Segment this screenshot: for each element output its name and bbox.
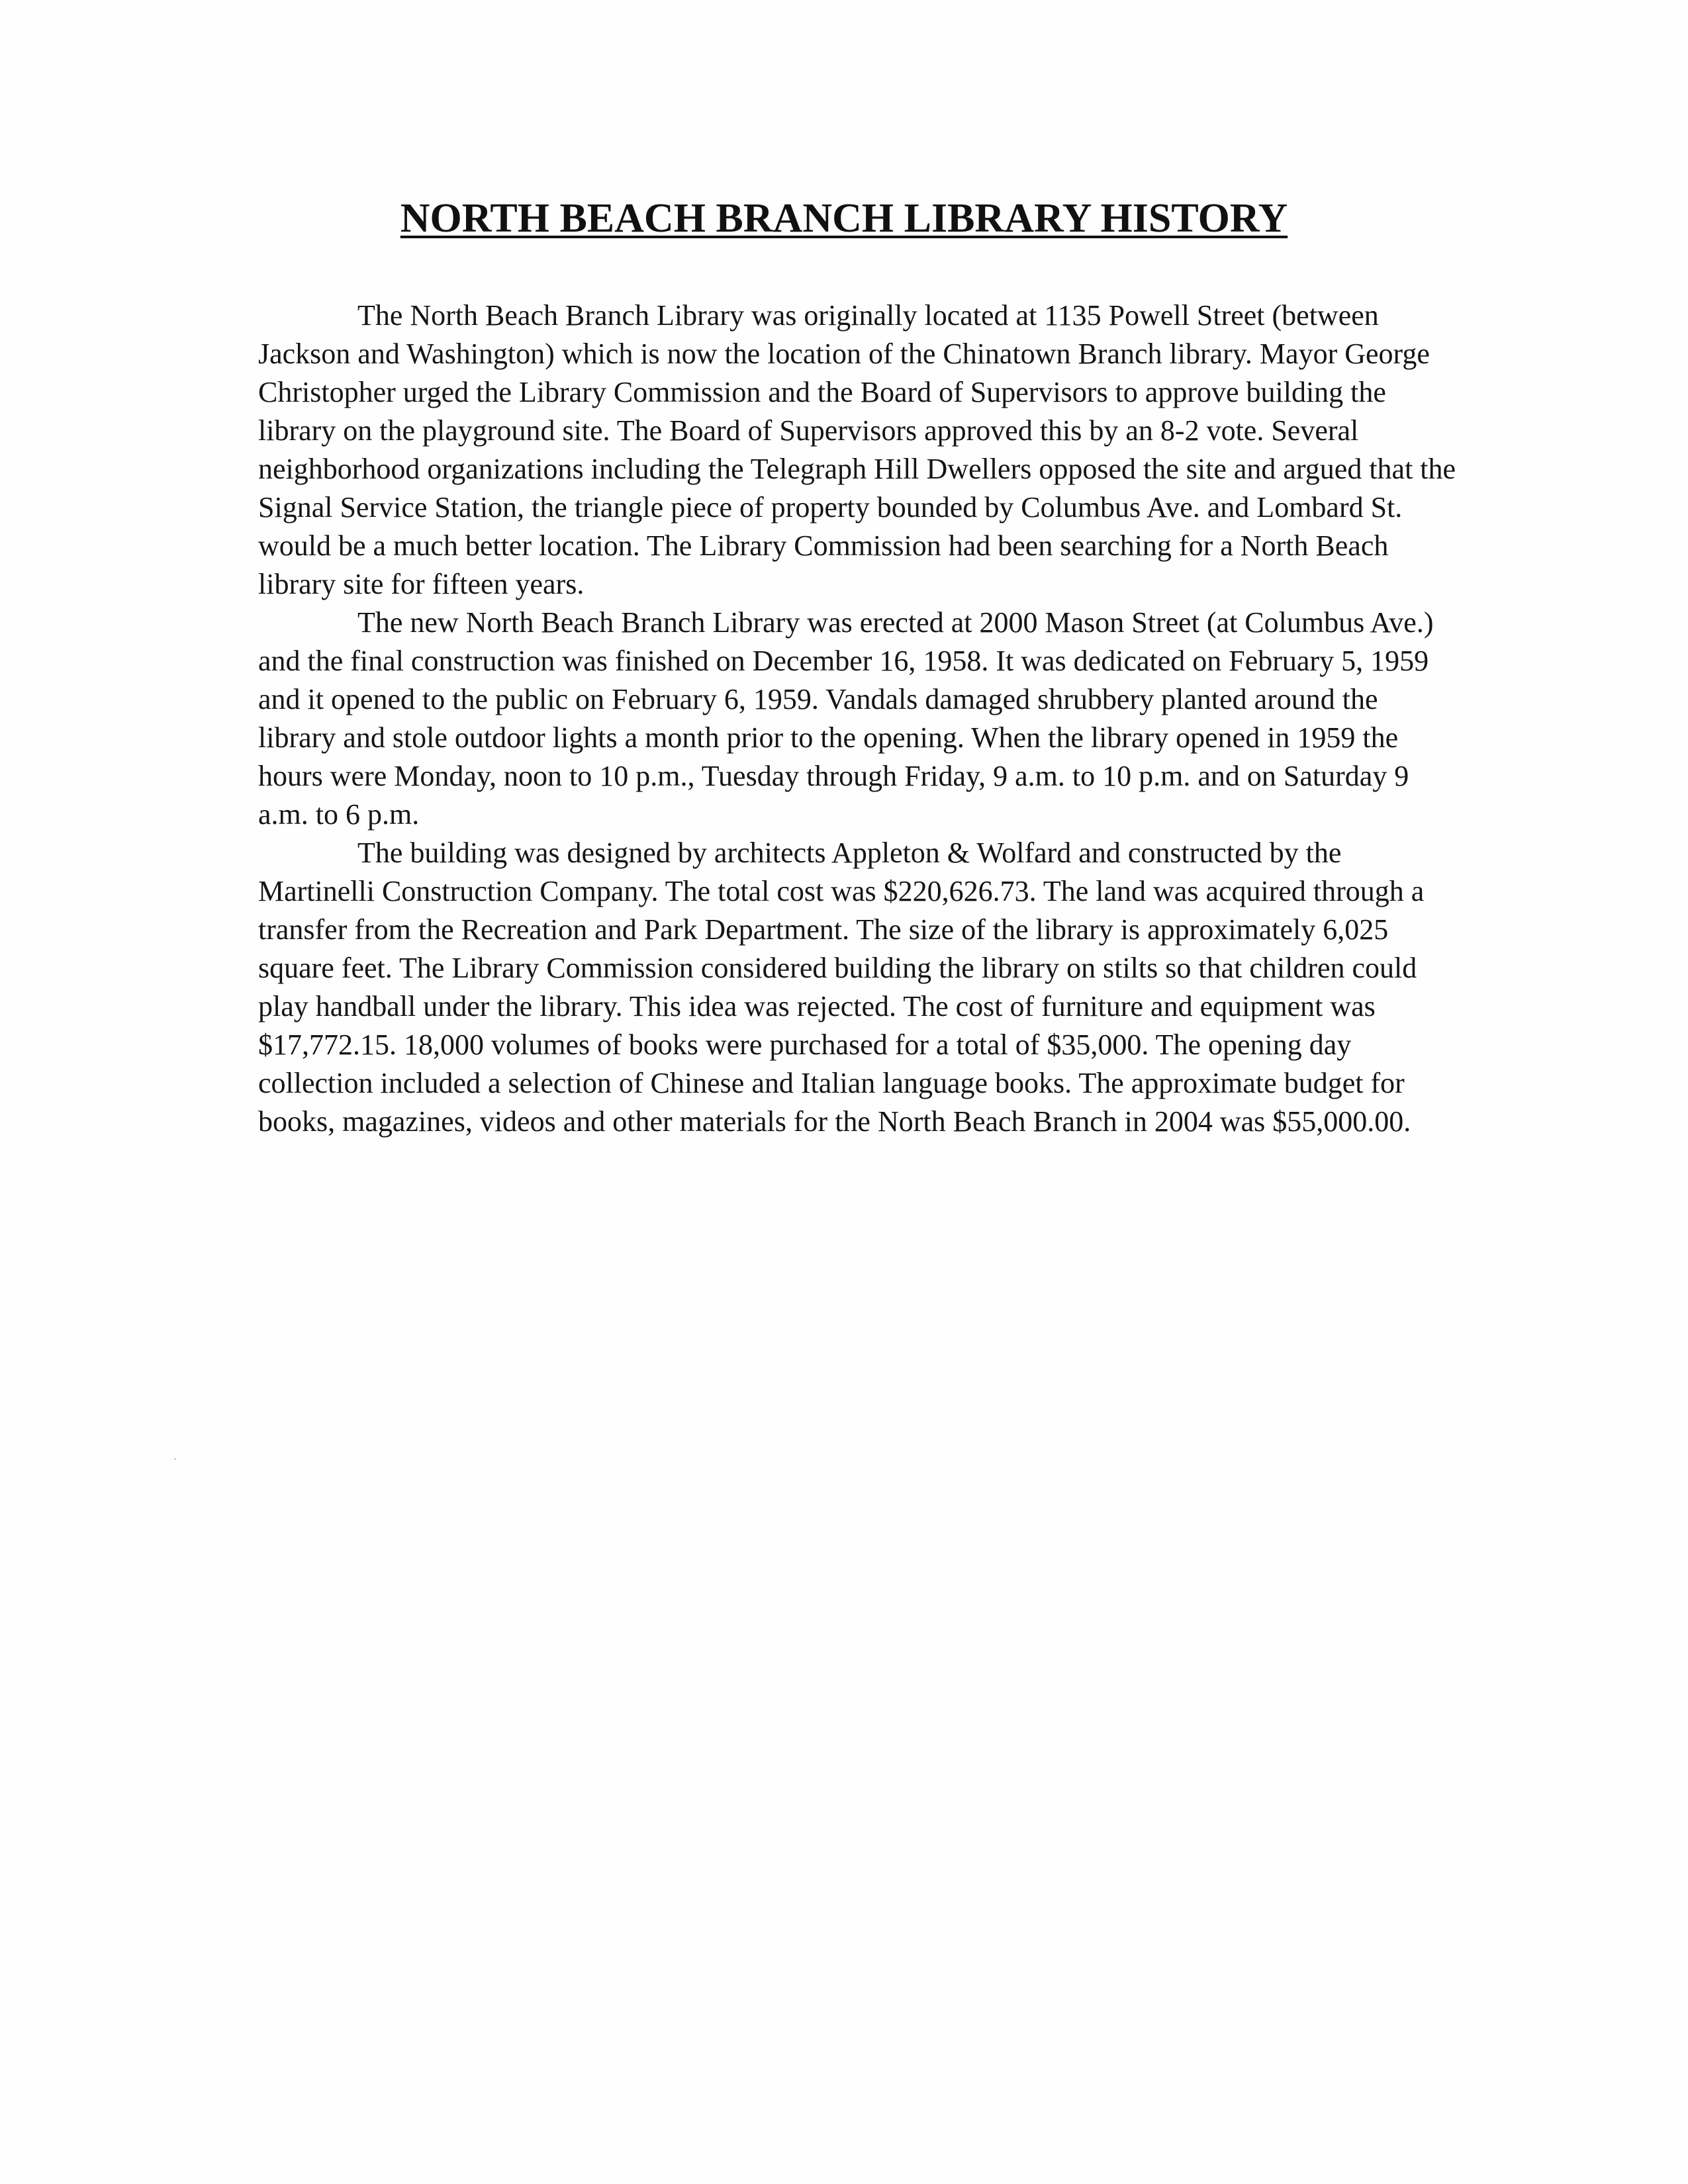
- document-body: [258, 296, 1456, 1141]
- paragraph-new-library: The new North Beach Branch Library was erected at 2000 Mason Street (at Columbus Ave.) and the final construction was finished on December 16, 1958. It was dedicated on February 5, 1959 and it opened to the public on February 6, 1959. Vandals damaged shrubbery planted around the library and stole outdoor lights a month prior to the opening. When the library opened in 1959 the hours were Monday, noon to 10 p.m., Tuesday through Friday, 9 a.m. to 10 p.m. and on Saturday 9 a.m. to 6 p.m.: [258, 606, 1434, 831]
- scan-speck: [174, 1458, 176, 1460]
- paragraph-building-costs: The building was designed by architects Appleton & Wolfard and constructed by the Martinelli Construction Company. The total cost was $220,626.73. The land was acquired through a transfer from the Recreation and Park Department. The size of the library is approximately 6,025 square feet. The Library Commission considered building the library on stilts so that children could play handball under the library. This idea was rejected. The cost of furniture and equipment was $17,772.15. 18,000 volumes of books were purchased for a total of $35,000. The opening day collection included a selection of Chinese and Italian language books. The approximate budget for books, magazines, videos and other materials for the North Beach Branch in 2004 was $55,000.00.: [258, 837, 1425, 1138]
- paragraph-original-location: The North Beach Branch Library was originally located at 1135 Powell Street (between Jackson and Washington) which is now the location of the Chinatown Branch library. Mayor George Christopher urged the Library Commission and the Board of Supervisors to approve building the library on the playground site. The Board of Supervisors approved this by an 8-2 vote. Several neighborhood organizations including the Telegraph Hill Dwellers opposed the site and argued that the Signal Service Station, the triangle piece of property bounded by Columbus Ave. and Lombard St. would be a much better location. The Library Commission had been searching for a North Beach library site for fifteen years.: [258, 299, 1456, 600]
- document-title: [0, 193, 1688, 244]
- document-title-text: NORTH BEACH BRANCH LIBRARY HISTORY: [400, 196, 1288, 241]
